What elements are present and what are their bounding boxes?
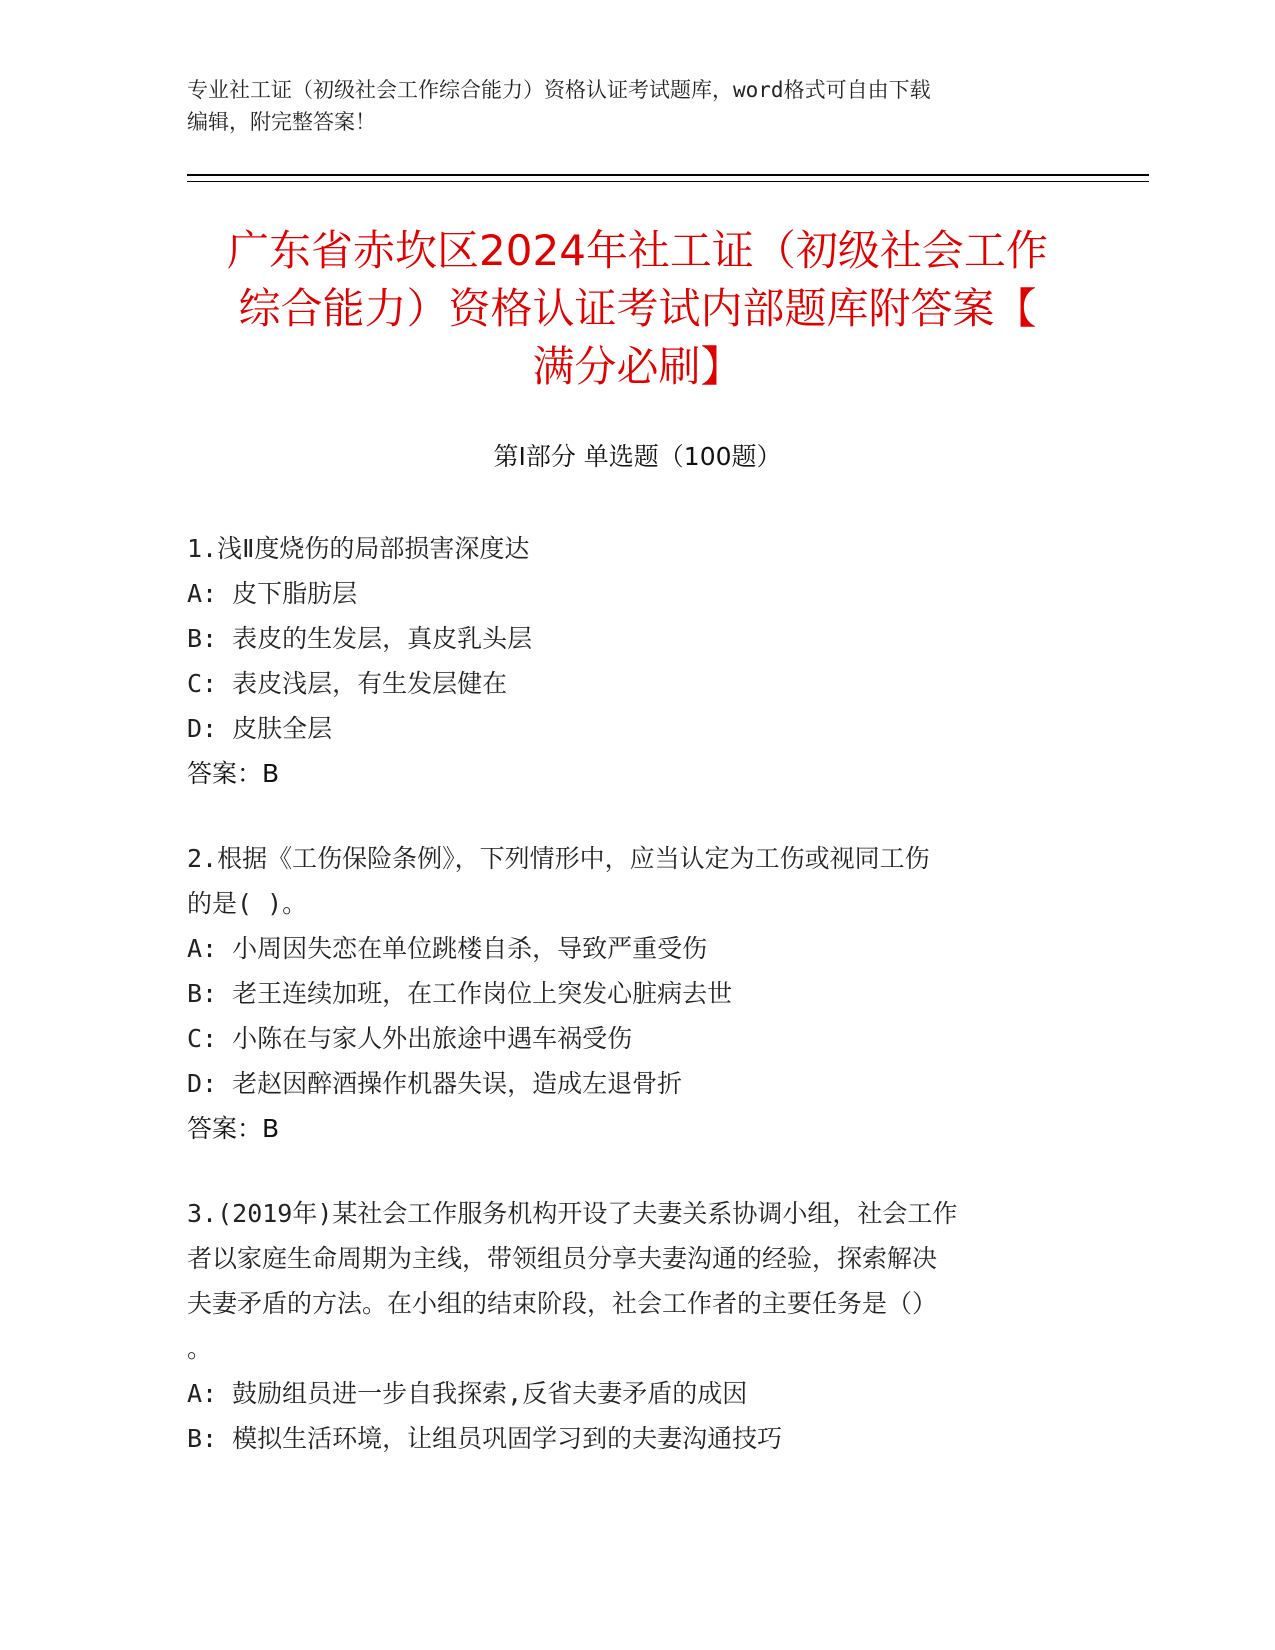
header-divider-thick [187, 174, 1149, 176]
header-note [187, 74, 1087, 138]
question-stem: 者以家庭生命周期为主线，带领组员分享夫妻沟通的经验，探索解决 [187, 1244, 938, 1273]
question-list [187, 526, 1067, 1501]
document-title [150, 222, 1125, 396]
header-note-line: 专业社工证（初级社会工作综合能力）资格认证考试题库，word格式可自由下载 [187, 78, 931, 102]
option-b: B: 表皮的生发层，真皮乳头层 [187, 624, 533, 653]
question-stem: 。 [187, 1334, 213, 1363]
header-note-line: 编辑，附完整答案！ [187, 110, 376, 134]
option-b: B: 模拟生活环境，让组员巩固学习到的夫妻沟通技巧 [187, 1424, 783, 1453]
question-stem: 3.(2019年)某社会工作服务机构开设了夫妻关系协调小组，社会工作 [187, 1199, 958, 1228]
answer: 答案：B [187, 1114, 280, 1143]
option-a: A: 鼓励组员进一步自我探索,反省夫妻矛盾的成因 [187, 1379, 748, 1408]
option-d: D: 皮肤全层 [187, 714, 333, 743]
title-line: 综合能力）资格认证考试内部题库附答案【 [238, 284, 1037, 333]
question-stem: 的是( )。 [187, 889, 308, 918]
option-a: A: 皮下脂肪层 [187, 579, 358, 608]
question-stem: 2.根据《工伤保险条例》，下列情形中，应当认定为工伤或视同工伤 [187, 844, 930, 873]
option-d: D: 老赵因醉酒操作机器失误，造成左退骨折 [187, 1069, 683, 1098]
header-divider-thin [187, 181, 1149, 182]
answer: 答案：B [187, 759, 280, 788]
question-stem: 1.浅Ⅱ度烧伤的局部损害深度达 [187, 534, 530, 563]
question-item [187, 1191, 1067, 1461]
title-line: 满分必刷】 [532, 342, 743, 391]
option-b: B: 老王连续加班，在工作岗位上突发心脏病去世 [187, 979, 733, 1008]
question-item [187, 526, 1067, 796]
option-c: C: 小陈在与家人外出旅途中遇车祸受伤 [187, 1024, 633, 1053]
section-heading: 第Ⅰ部分 单选题（100题） [493, 442, 782, 471]
option-c: C: 表皮浅层，有生发层健在 [187, 669, 508, 698]
question-stem: 夫妻矛盾的方法。在小组的结束阶段，社会工作者的主要任务是（） [187, 1289, 938, 1318]
title-line: 广东省赤坎区2024年社工证（初级社会工作 [227, 226, 1048, 275]
option-a: A: 小周因失恋在单位跳楼自杀，导致严重受伤 [187, 934, 708, 963]
question-item [187, 836, 1067, 1151]
